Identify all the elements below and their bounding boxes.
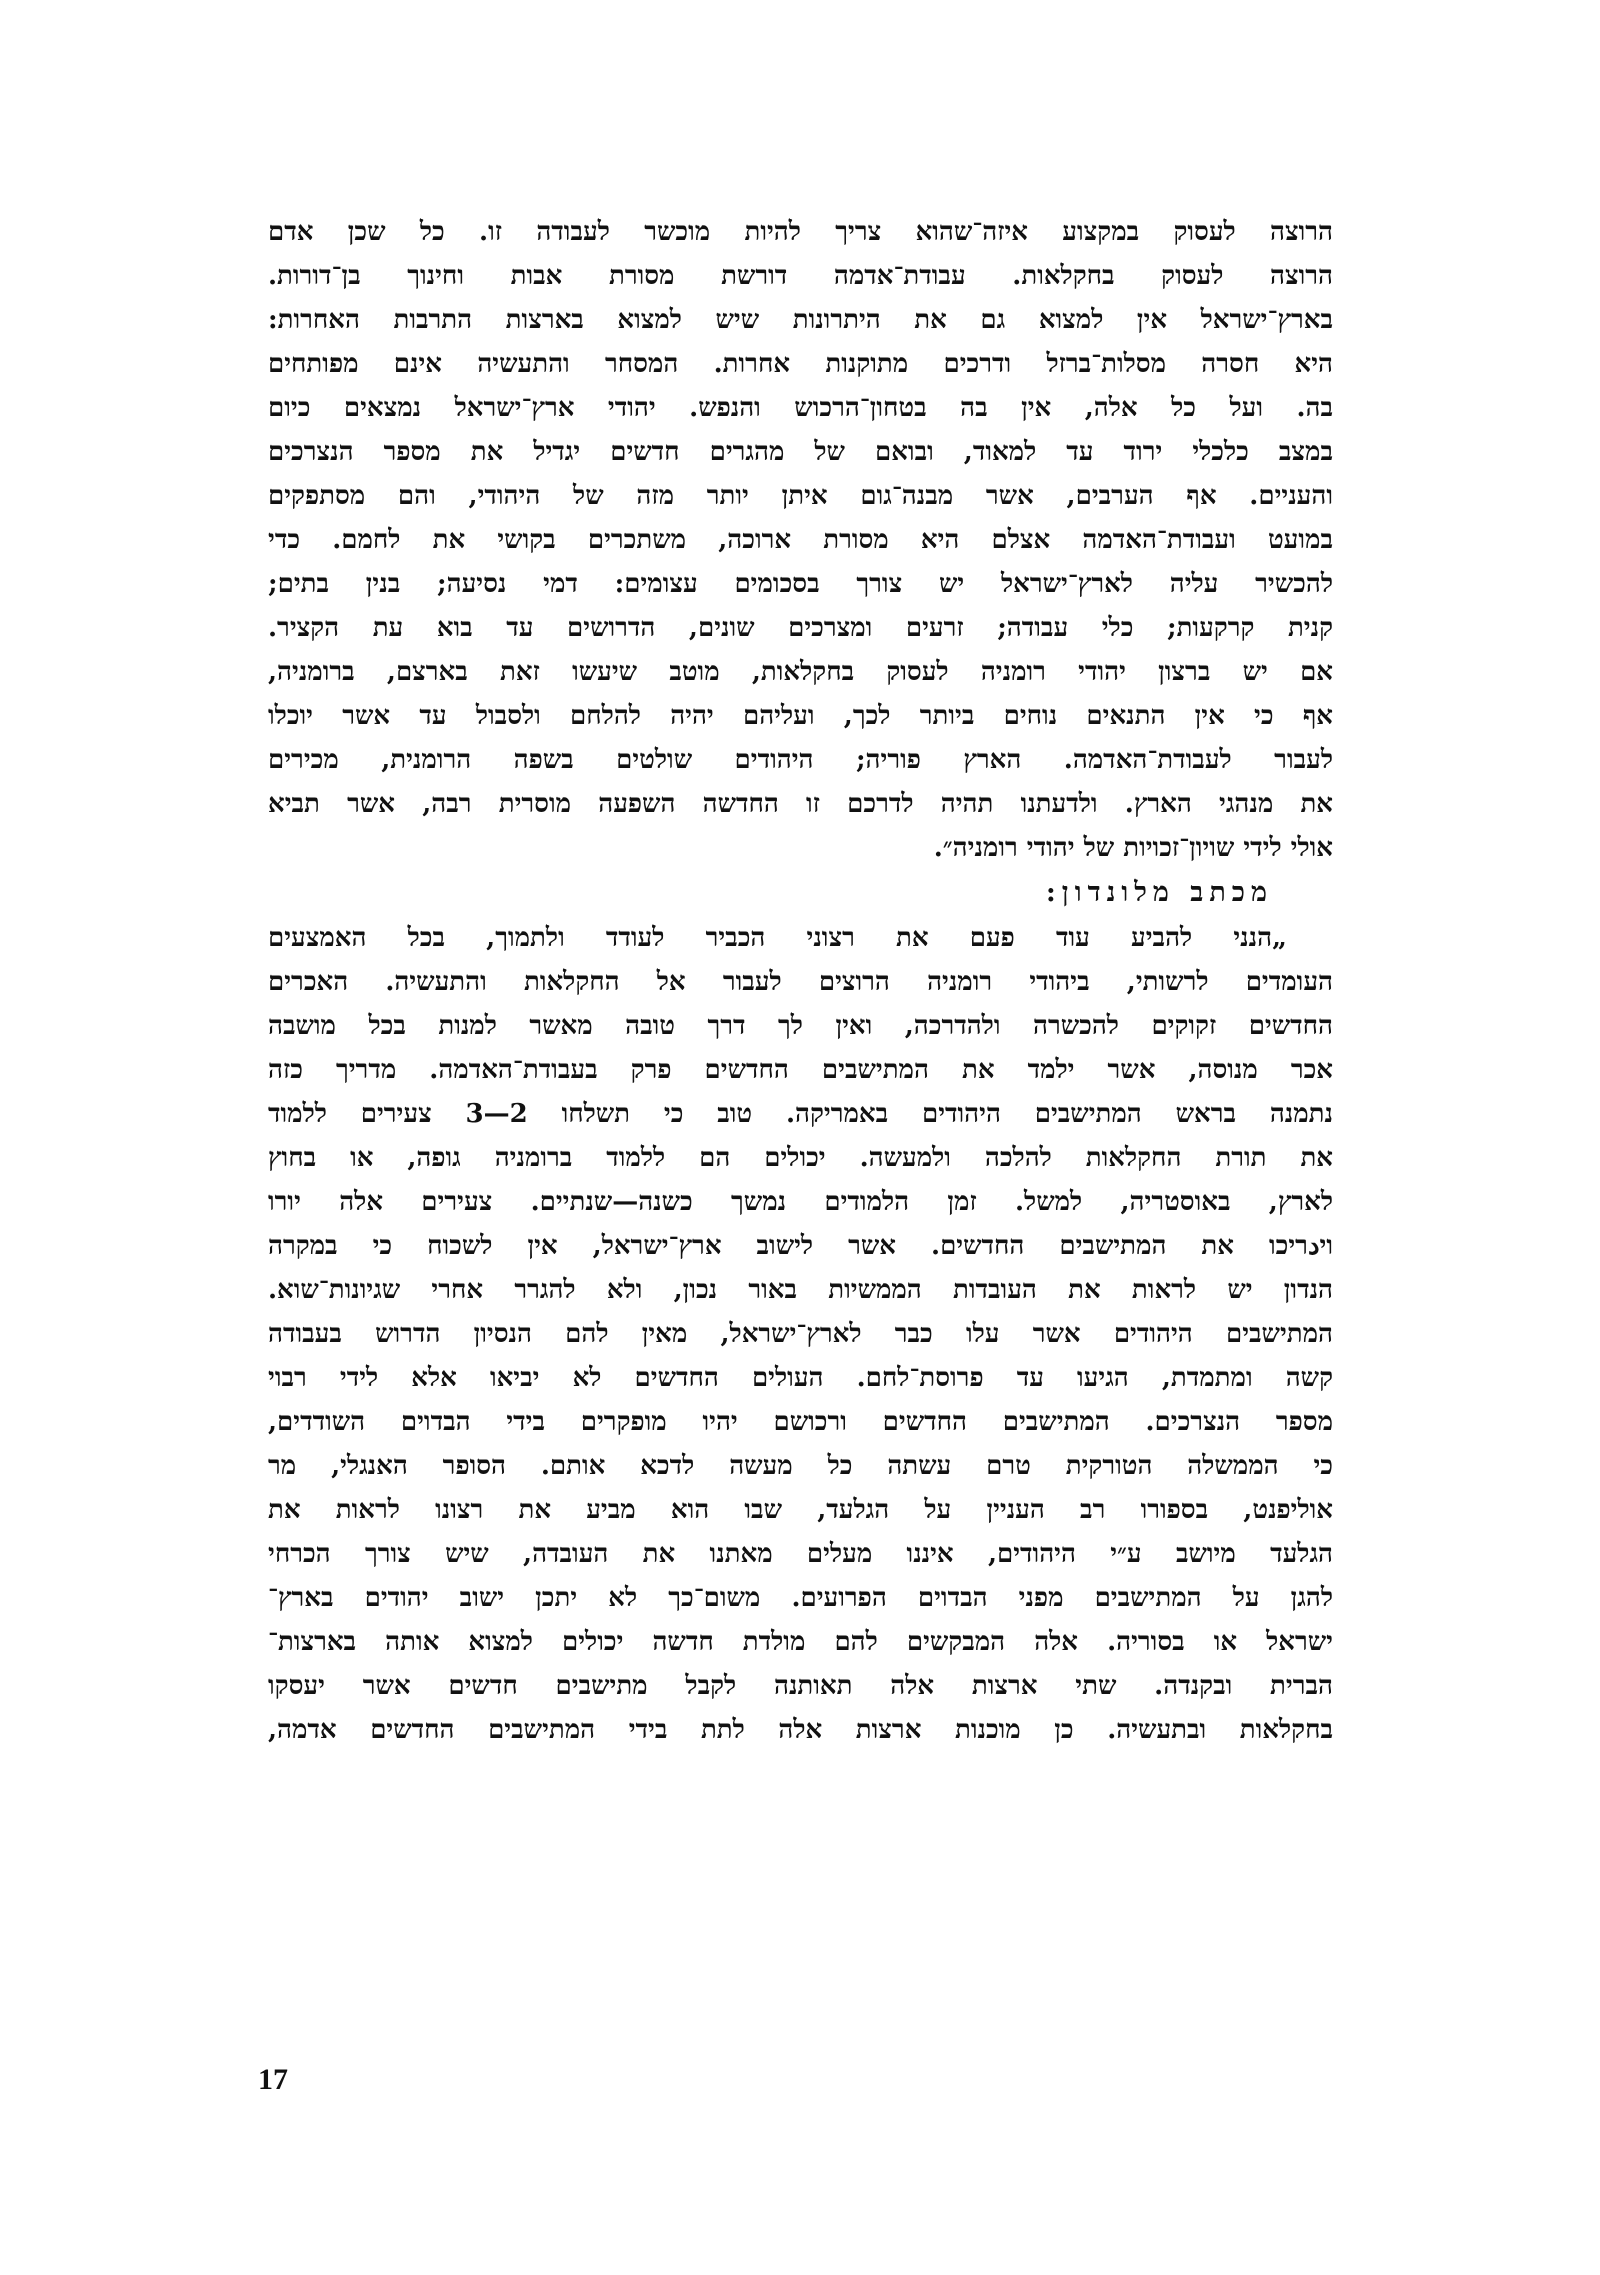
text-line: בחקלאות ובתעשיה. כן מוכנות ארצות אלה לתת בידי המתישבים החדשים אדמה, xyxy=(268,1715,1333,1745)
text-line: המתישבים היהודים אשר עלו כבר לארץ־ישראל, מאין להם הנסיון הדרוש בעבודה xyxy=(268,1319,1333,1349)
text-line: הרוצה לעסוק במקצוע איזה־שהוא צריך להיות מוכשר לעבודה זו. כל שכן אדם xyxy=(268,217,1333,247)
text-line: ויدריכו את המתישבים החדשים. אשר לישוב ארץ־ישראל, אין לשכוח כי במקרה xyxy=(268,1231,1333,1261)
paragraph-2 xyxy=(268,916,1333,1752)
section-heading: מכתב מלונדון: xyxy=(1045,877,1273,908)
text-line: ישראל או בסוריה. אלה המבקשים להם מולדת חדשה יכולים למצוא אותה בארצות־ xyxy=(268,1627,1333,1657)
text-line: לעבור לעבודת־האדמה. הארץ פוריה; היהודים שולטים בשפה הרומנית, מכירים xyxy=(268,745,1333,775)
text-line: החדשים זקוקים להכשרה ולהדרכה, ואין לך דרך טובה מאשר למנות בכל מושבה xyxy=(268,1011,1333,1041)
text-line: היא חסרה מסלות־ברזל ודרכים מתוקנות אחרות. המסחר והתעשיה אינם מפותחים xyxy=(268,349,1333,379)
text-line: מספר הנצרכים. המתישבים החדשים ורכושם יהיו מופקרים בידי הבדוים השודדים, xyxy=(268,1407,1333,1437)
text-line: הגלעד מיושב ע״י היהודים, איננו מעלים מאתנו את העובדה, שיש צורך הכרחי xyxy=(268,1539,1333,1569)
text-line: להגן על המתישבים מפני הבדוים הפרועים. משום־כך לא יתכן ישוב יהודים בארץ־ xyxy=(268,1583,1333,1613)
text-line: בה. ועל כל אלה, אין בה בטחון־הרכוש והנפש. יהודי ארץ־ישראל נמצאים כיום xyxy=(268,393,1333,423)
text-line: לארץ, באוסטריה, למשל. זמן הלמודים נמשך כשנה—שנתיים. צעירים אלה יורו xyxy=(268,1187,1333,1217)
text-line: אוליפנט, בספורו רב העניין על הגלעד, שבו הוא מביע את רצונו לראות את xyxy=(268,1495,1333,1525)
text-line: אולי לידי שויון־זכויות של יהודי רומניה״. xyxy=(933,833,1333,863)
text-line: הרוצה לעסוק בחקלאות. עבודת־אדמה דורשת מסורת אבות וחינוך בן־דורות. xyxy=(268,261,1333,291)
text-line: כי הממשלה הטורקית טרם עשתה כל מעשה לדכא אותם. הסופר האנגלי, מר xyxy=(268,1451,1333,1481)
body-text xyxy=(268,210,1333,1752)
text-line: אכר מנוסה, אשר ילמד את המתישבים החדשים פרק בעבודת־האדמה. מדריך כזה xyxy=(268,1055,1333,1085)
text-line: במועט ועבודת־האדמה אצלם היא מסורת ארוכה, משתכרים בקושי את לחמם. כדי xyxy=(268,525,1333,555)
text-line: אף כי אין התנאים נוחים ביותר לכך, ועליהם יהיה להלחם ולסבול עד אשר יוכלו xyxy=(268,701,1333,731)
text-line: את מנהגי הארץ. ולדעתנו תהיה לדרכם זו החדשה השפעה מוסרית רבה, אשר תביא xyxy=(268,789,1333,819)
text-line: „הנני להביע עוד פעם את רצוני הכביר לעודד ולתמוך, בכל האמצעים xyxy=(268,923,1287,953)
text-line: והעניים. אף הערבים, אשר מבנה־גום איתן יותר מזה של היהודי, והם מסתפקים xyxy=(268,481,1333,511)
page-number: 17 xyxy=(258,2063,288,2096)
text-line: במצב כלכלי ירוד עד למאוד, ובואם של מהגרים חדשים יגדיל את מספר הנצרכים xyxy=(268,437,1333,467)
text-line: קשה ומתמדת, הגיעו עד פרוסת־לחם. העולים החדשים לא יביאו אלא לידי רבוי xyxy=(268,1363,1333,1393)
text-line: קנית קרקעות; כלי עבודה; זרעים ומצרכים שונים, הדרושים עד בוא עת הקציר. xyxy=(268,613,1333,643)
text-line: להכשיר עליה לארץ־ישראל יש צורך בסכומים עצומים: דמי נסיעה; בנין בתים; xyxy=(268,569,1333,599)
text-line: אם יש ברצון יהודי רומניה לעסוק בחקלאות, מוטב שיעשו זאת בארצם, ברומניה, xyxy=(268,657,1333,687)
text-line: הברית ובקנדה. שתי ארצות אלה תאותנה לקבל מתישבים חדשים אשר יעסקו xyxy=(268,1671,1333,1701)
text-line: העומדים לרשותי, ביהודי רומניה הרוצים לעבור אל החקלאות והתעשיה. האכרים xyxy=(268,967,1333,997)
text-line: הנדון יש לראות את העובדות הממשיות באור נכון, ולא להגרר אחרי שגיונות־שוא. xyxy=(268,1275,1333,1305)
paragraph-1 xyxy=(268,210,1333,870)
text-line: בארץ־ישראל אין למצוא גם את היתרונות שיש למצוא בארצות התרבות האחרות: xyxy=(268,305,1333,335)
text-line: את תורת החקלאות להלכה ולמעשה. יכולים הם ללמוד ברומניה גופה, או בחוץ xyxy=(268,1143,1333,1173)
text-line: נתמנה בראש המתישבים היהודים באמריקה. טוב כי תשלחו 2—3 צעירים ללמוד xyxy=(268,1099,1333,1129)
